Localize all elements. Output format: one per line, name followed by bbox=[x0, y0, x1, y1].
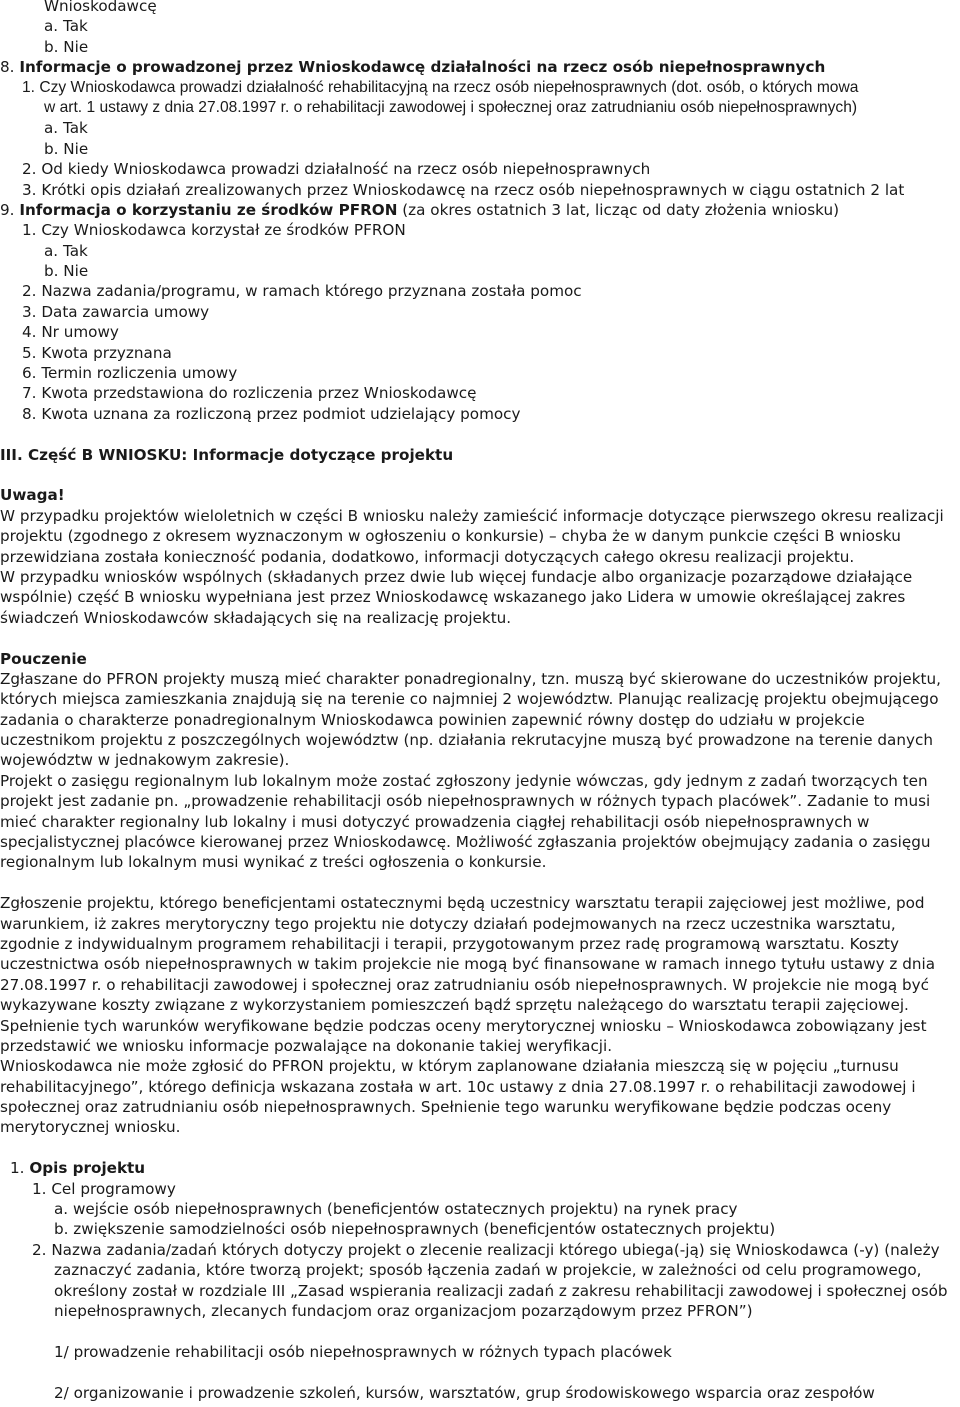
section-8-heading bbox=[0, 57, 960, 77]
list-item: 1. Cel programowy bbox=[32, 1179, 176, 1198]
paragraph-line: merytorycznej wniosku. bbox=[0, 1118, 181, 1137]
opis-projektu-heading bbox=[0, 1158, 960, 1178]
paragraph-line: Zgłoszenie projektu, którego beneficjentami ostatecznymi będą uczestnicy warsztatu terapii zajęciowej jest możliwe, pod bbox=[0, 894, 925, 913]
paragraph-line: uczestnictwa osób niepełnosprawnych w takim projekcie nie mogą być finansowane w ramach innego tytułu ustawy z dnia bbox=[0, 955, 936, 974]
task-item: 1/ prowadzenie rehabilitacji osób niepełnosprawnych w różnych typach placówek bbox=[54, 1342, 672, 1361]
option-nie: b. Nie bbox=[44, 262, 89, 281]
paragraph-line: rehabilitacyjnego”, którego definicja wskazana została w art. 10c ustawy z dnia 27.08.1997 r. o rehabilitacji zawodowej i bbox=[0, 1077, 916, 1096]
section-9-heading bbox=[0, 200, 960, 220]
paragraph-line: przewidziana została konieczność podania, dodatkowo, informacji dotyczących całego okresu realizacji projektu. bbox=[0, 547, 855, 566]
paragraph-line: wykazywane koszty związane z wykorzystaniem pomieszczeń bądź sprzętu należącego do warsztatu terapii zajęciowej. bbox=[0, 996, 909, 1015]
paragraph-line: mieć charakter regionalny lub lokalny i musi dotyczyć prowadzenia ciągłej rehabilitacji osób niepełnosprawnych w bbox=[0, 812, 870, 831]
option-tak: a. Tak bbox=[44, 241, 88, 260]
question: 8. Kwota uznana za rozliczoną przez podmiot udzielający pomocy bbox=[22, 404, 521, 423]
paragraph-line: zadania o charakterze ponadregionalnym Wnioskodawca powinien zapewnić równy dostęp do udziału w projekcie bbox=[0, 710, 865, 729]
option-nie: b. Nie bbox=[44, 139, 89, 158]
list-item-continued: niepełnosprawnych, zlecanych fundacjom oraz organizacjom pozarządowym przez PFRON”) bbox=[54, 1302, 753, 1320]
spacer bbox=[0, 873, 960, 893]
question: 1. Czy Wnioskodawca prowadzi działalność rehabilitacyjną na rzecz osób niepełnosprawnych (dot. osób, o których mowa bbox=[22, 78, 859, 96]
paragraph-line: Spełnienie tych warunków weryfikowane będzie podczas oceny merytorycznej wniosku – Wnioskodawca zobowiązany jest bbox=[0, 1016, 927, 1035]
paragraph-line: wspólnie) część B wniosku wypełniana jest przez Wnioskodawcę wskazanego jako Lidera w umowie określającej zakres bbox=[0, 588, 906, 607]
paragraph-line: 27.08.1997 r. o rehabilitacji zawodowej i społecznej oraz zatrudnianiu osób niepełnosprawnych. W projekcie nie mogą być bbox=[0, 975, 930, 994]
paragraph-line: Projekt o zasięgu regionalnym lub lokalnym może zostać zgłoszony jedynie wówczas, gdy jednym z zadań tworzących ten bbox=[0, 771, 928, 790]
question: 2. Nazwa zadania/programu, w ramach którego przyznana została pomoc bbox=[22, 282, 582, 301]
option-tak: a. Tak bbox=[44, 17, 88, 36]
paragraph-line: świadczeń Wnioskodawców składających się na realizację projektu. bbox=[0, 608, 512, 627]
paragraph-line: przedstawić we wniosku informacje pozwalające na dokonanie takiej weryfikacji. bbox=[0, 1036, 613, 1055]
paragraph-line: Wnioskodawca nie może zgłosić do PFRON projektu, w którym zaplanowane działania mieszczą się w pojęciu „turnusu bbox=[0, 1057, 899, 1076]
question: 3. Krótki opis działań zrealizowanych przez Wnioskodawcę na rzecz osób niepełnosprawnych w ciągu ostatnich 2 lat bbox=[22, 180, 905, 199]
text-line: Wnioskodawcę bbox=[44, 0, 157, 15]
section-title: Informacje o prowadzonej przez Wnioskodawcę działalności na rzecz osób niepełnosprawnych bbox=[19, 58, 826, 77]
paragraph-line: uczestnikom projektu z poszczególnych województw (np. działania rekrutacyjne muszą być prowadzone na terenie danych bbox=[0, 731, 933, 750]
option-b: b. zwiększenie samodzielności osób niepełnosprawnych (beneficjentów ostatecznych projektu) bbox=[54, 1220, 776, 1239]
section-number: 9. bbox=[0, 200, 20, 219]
list-item-continued: zaznaczyć zadania, które tworzą projekt; sposób łączenia zadań w projekcie, w zależności od celu programowego, bbox=[54, 1261, 922, 1280]
section-subtitle: (za okres ostatnich 3 lat, licząc od daty złożenia wniosku) bbox=[397, 200, 840, 219]
uwaga-heading: Uwaga! bbox=[0, 486, 65, 505]
paragraph-line: warunkiem, iż zakres merytoryczny tego projektu nie dotyczy działań podejmowanych na rzecz uczestnika warsztatu, bbox=[0, 914, 896, 933]
question-continued: w art. 1 ustawy z dnia 27.08.1997 r. o rehabilitacji zawodowej i społecznej oraz zatrudnianiu osób niepełnosprawnych) bbox=[44, 98, 858, 116]
paragraph-line: W przypadku projektów wieloletnich w części B wniosku należy zamieścić informacje dotyczące pierwszego okresu realizacji bbox=[0, 506, 944, 525]
spacer bbox=[0, 628, 960, 648]
spacer bbox=[0, 1138, 960, 1158]
list-item-continued: określony został w rozdziale III „Zasad wspierania realizacji zadań z zakresu rehabilitacji zawodowej i społecznej osób bbox=[54, 1281, 948, 1300]
paragraph-line: zgodnie z indywidualnym programem rehabilitacji i terapii, przygotowanym przez radę programową warsztatu. Koszty bbox=[0, 934, 899, 953]
part-iii-heading: III. Część B WNIOSKU: Informacje dotyczące projektu bbox=[0, 445, 454, 464]
question: 3. Data zawarcia umowy bbox=[22, 302, 210, 321]
spacer bbox=[0, 424, 960, 444]
question: 1. Czy Wnioskodawca korzystał ze środków PFRON bbox=[22, 221, 406, 240]
task-item: 2/ organizowanie i prowadzenie szkoleń, kursów, warsztatów, grup środowiskowego wsparcia oraz zespołów bbox=[54, 1383, 875, 1402]
question: 2. Od kiedy Wnioskodawca prowadzi działalność na rzecz osób niepełnosprawnych bbox=[22, 160, 651, 179]
question: 4. Nr umowy bbox=[22, 323, 119, 342]
spacer bbox=[0, 1362, 960, 1382]
question: 5. Kwota przyznana bbox=[22, 343, 172, 362]
paragraph-line: których miejsca zamieszkania znajdują się na terenie co najmniej 2 województw. Planując realizację projektu obejmującego bbox=[0, 690, 939, 709]
question: 7. Kwota przedstawiona do rozliczenia przez Wnioskodawcę bbox=[22, 384, 477, 403]
spacer bbox=[0, 1321, 960, 1341]
paragraph-line: regionalnym lub lokalnym musi wynikać z treści ogłoszenia o konkursie. bbox=[0, 853, 547, 872]
paragraph-line: projektu (zgodnego z okresem wyznaczonym w ogłoszeniu o konkursie) – chyba że w danym punkcie części B wniosku bbox=[0, 527, 901, 546]
paragraph-line: projekt jest zadanie pn. „prowadzenie rehabilitacji osób niepełnosprawnych w różnych typach placówek”. Zadanie to musi bbox=[0, 792, 931, 811]
paragraph-line: W przypadku wniosków wspólnych (składanych przez dwie lub więcej fundacje albo organizacje pozarządowe działające bbox=[0, 567, 913, 586]
option-nie: b. Nie bbox=[44, 37, 89, 56]
paragraph-line: województw w jednakowym zakresie). bbox=[0, 751, 290, 770]
section-number: 8. bbox=[0, 58, 20, 77]
question: 6. Termin rozliczenia umowy bbox=[22, 364, 238, 383]
option-a: a. wejście osób niepełnosprawnych (beneficjentów ostatecznych projektu) na rynek pracy bbox=[54, 1200, 738, 1219]
section-title: Informacja o korzystaniu ze środków PFRON bbox=[19, 200, 398, 219]
option-tak: a. Tak bbox=[44, 119, 88, 138]
section-title: Opis projektu bbox=[29, 1159, 146, 1178]
list-item: 2. Nazwa zadania/zadań których dotyczy projekt o zlecenie realizacji którego ubiega(-ją) się Wnioskodawca (-y) (należy bbox=[32, 1240, 940, 1259]
paragraph-line: specjalistycznej placówce kierowanej przez Wnioskodawcę. Możliwość zgłaszania projektów obejmujący zadania o zasięgu bbox=[0, 833, 931, 852]
spacer bbox=[0, 465, 960, 485]
section-number: 1. bbox=[10, 1159, 30, 1178]
paragraph-line: Zgłaszane do PFRON projekty muszą mieć charakter ponadregionalny, tzn. muszą być skierowane do uczestników projektu, bbox=[0, 669, 941, 688]
paragraph-line: społecznej oraz zatrudnianiu osób niepełnosprawnych. Spełnienie tego warunku weryfikowane będzie podczas oceny bbox=[0, 1098, 892, 1117]
pouczenie-heading: Pouczenie bbox=[0, 649, 87, 668]
